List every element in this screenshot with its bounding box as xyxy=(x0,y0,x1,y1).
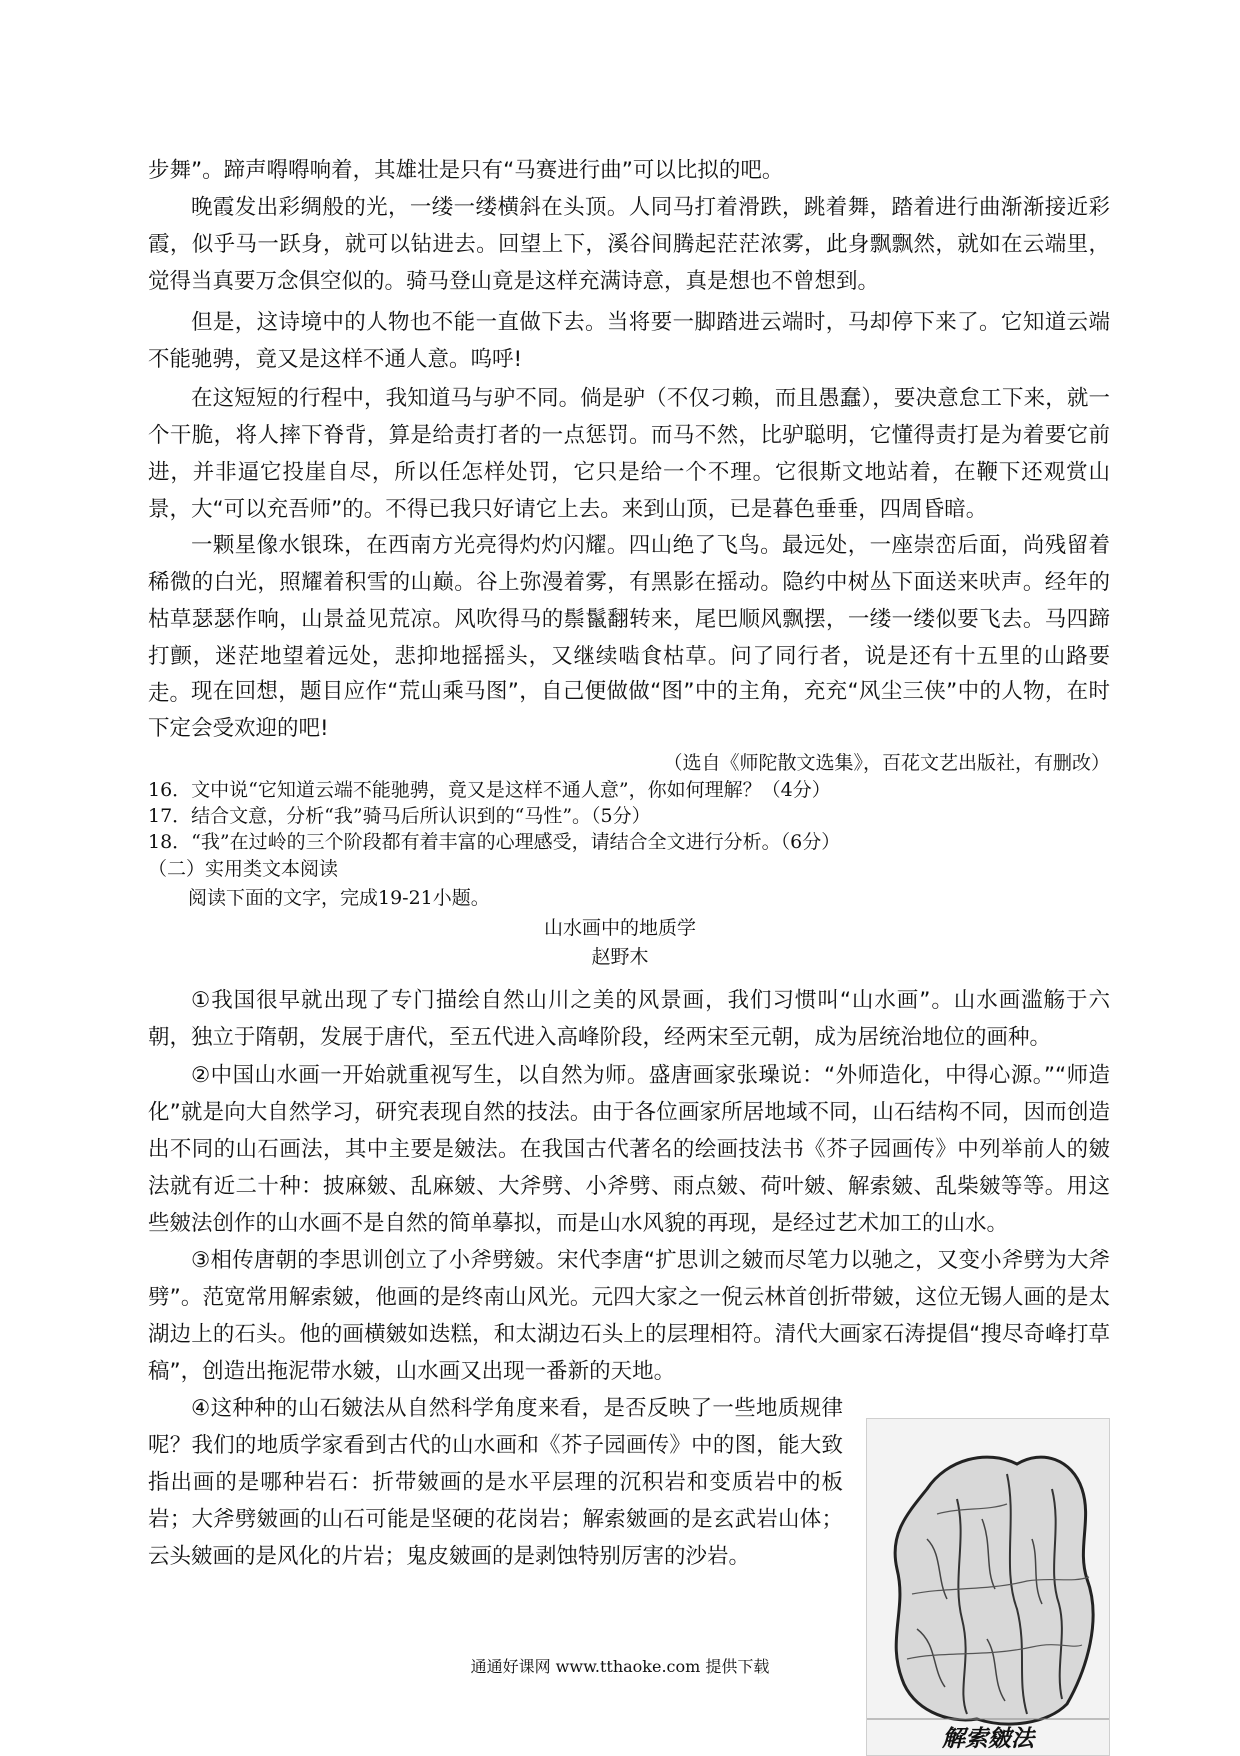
figure-caption: 解索皴法 xyxy=(942,1725,1034,1752)
section-instruction: 阅读下面的文字，完成19-21小题。 xyxy=(188,887,490,909)
article-paragraph-2: ②中国山水画一开始就重视写生，以自然为师。盛唐画家张璪说：“外师造化，中得心源。”“师造化”就是向大自然学习，研究表现自然的技法。由于各位画家所居地域不同，山石结构不同，因而创造出不同的山石画法，其中主要是皴法。在我国古代著名的绘画技法书《芥子园画传》中列举前人的皴法就有近二十种：披麻皴、乱麻皴、大斧劈、小斧劈、雨点皴、荷叶皴、解索皴、乱柴皴等等。用这些皴法创作的山水画不是自然的简单摹拟，而是山水风貌的再现，是经过艺术加工的山水。 xyxy=(148,1063,1110,1236)
article-paragraph-1: ①我国很早就出现了专门描绘自然山川之美的风景画，我们习惯叫“山水画”。山水画滥觞于六朝，独立于隋朝，发展于唐代，至五代进入高峰阶段，经两宋至元朝，成为居统治地位的画种。 xyxy=(148,988,1110,1050)
article-title: 山水画中的地质学 xyxy=(543,917,696,939)
essay-paragraph-2: 但是，这诗境中的人物也不能一直做下去。当将要一脚踏进云端时，马却停下来了。它知道云端不能驰骋，竟又是这样不通人意。呜呼! xyxy=(148,310,1110,372)
essay-source-citation: （选自《师陀散文选集》，百花文艺出版社，有删改） xyxy=(663,752,1110,774)
essay-paragraph-3: 在这短短的行程中，我知道马与驴不同。倘是驴（不仅刁赖，而且愚蠢），要决意怠工下来，就一个干脆，将人摔下脊背，算是给责打者的一点惩罚。而马不然，比驴聪明，它懂得责打是为着要它前进，并非逼它投崖自尽，所以任怎样处罚，它只是给一个不理。它很斯文地站着，在鞭下还观赏山景，大“可以充吾师”的。不得已我只好请它上去。来到山顶，已是暮色垂垂，四周昏暗。 xyxy=(148,386,1110,522)
article-paragraph-4: ④这种种的山石皴法从自然科学角度来看，是否反映了一些地质规律呢？我们的地质学家看到古代的山水画和《芥子园画传》中的图，能大致指出画的是哪种岩石：折带皴画的是水平层理的沉积岩和变质岩中的板岩；大斧劈皴画的山石可能是坚硬的花岗岩；解索皴画的是玄武岩山体；云头皴画的是风化的片岩；鬼皮皴画的是剥蚀特别厉害的沙岩。 xyxy=(148,1396,843,1569)
essay-paragraph-5: 现在回想，题目应作“荒山乘马图”，自己便做做“图”中的主角，充充“风尘三侠”中的人物，在时下定会受欢迎的吧! xyxy=(148,679,1110,741)
article-paragraph-3: ③相传唐朝的李思训创立了小斧劈皴。宋代李唐“扩思训之皴而尽笔力以驰之，又变小斧劈为大斧劈”。范宽常用解索皴，他画的是终南山风光。元四大家之一倪云林首创折带皴，这位无锡人画的是太湖边上的石头。他的画横皴如迭糕，和太湖边石头上的层理相符。清代大画家石涛提倡“搜尽奇峰打草稿”，创造出拖泥带水皴，山水画又出现一番新的天地。 xyxy=(148,1248,1110,1384)
essay-paragraph-1: 晚霞发出彩绸般的光，一缕一缕横斜在头顶。人同马打着滑跌，跳着舞，踏着进行曲渐渐接近彩霞，似乎马一跃身，就可以钻进去。回望上下，溪谷间腾起茫茫浓雾，此身飘飘然，就如在云端里，觉得当真要万念俱空似的。骑马登山竟是这样充满诗意，真是想也不曾想到。 xyxy=(148,195,1110,294)
question-16: 16．文中说“它知道云端不能驰骋，竟又是这样不通人意”，你如何理解？（4分） xyxy=(148,779,831,801)
rock-illustration-figure xyxy=(866,1418,1110,1756)
question-17: 17．结合文意，分析“我”骑马后所认识到的“马性”。（5分） xyxy=(148,805,651,827)
footer-note: 通通好课网 www.tthaoke.com 提供下载 xyxy=(470,1657,770,1676)
article-author: 赵野木 xyxy=(591,946,649,968)
essay-paragraph-0: 步舞”。蹄声嘚嘚响着，其雄壮是只有“马赛进行曲”可以比拟的吧。 xyxy=(148,158,784,183)
question-18: 18．“我”在过岭的三个阶段都有着丰富的心理感受，请结合全文进行分析。（6分） xyxy=(148,831,841,853)
rock-illustration xyxy=(867,1419,1109,1755)
essay-paragraph-4: 一颗星像水银珠，在西南方光亮得灼灼闪耀。四山绝了飞鸟。最远处，一座崇峦后面，尚残留着稀微的白光，照耀着积雪的山巅。谷上弥漫着雾，有黑影在摇动。隐约中树丛下面送来吠声。经年的枯草瑟瑟作响，山景益见荒凉。风吹得马的鬃鬣翻转来，尾巴顺风飘摆，一缕一缕似要飞去。马四蹄打颤，迷茫地望着远处，悲抑地摇摇头，又继续啮食枯草。问了同行者，说是还有十五里的山路要走。 xyxy=(148,533,1110,706)
section-heading: （二）实用类文本阅读 xyxy=(148,858,339,880)
